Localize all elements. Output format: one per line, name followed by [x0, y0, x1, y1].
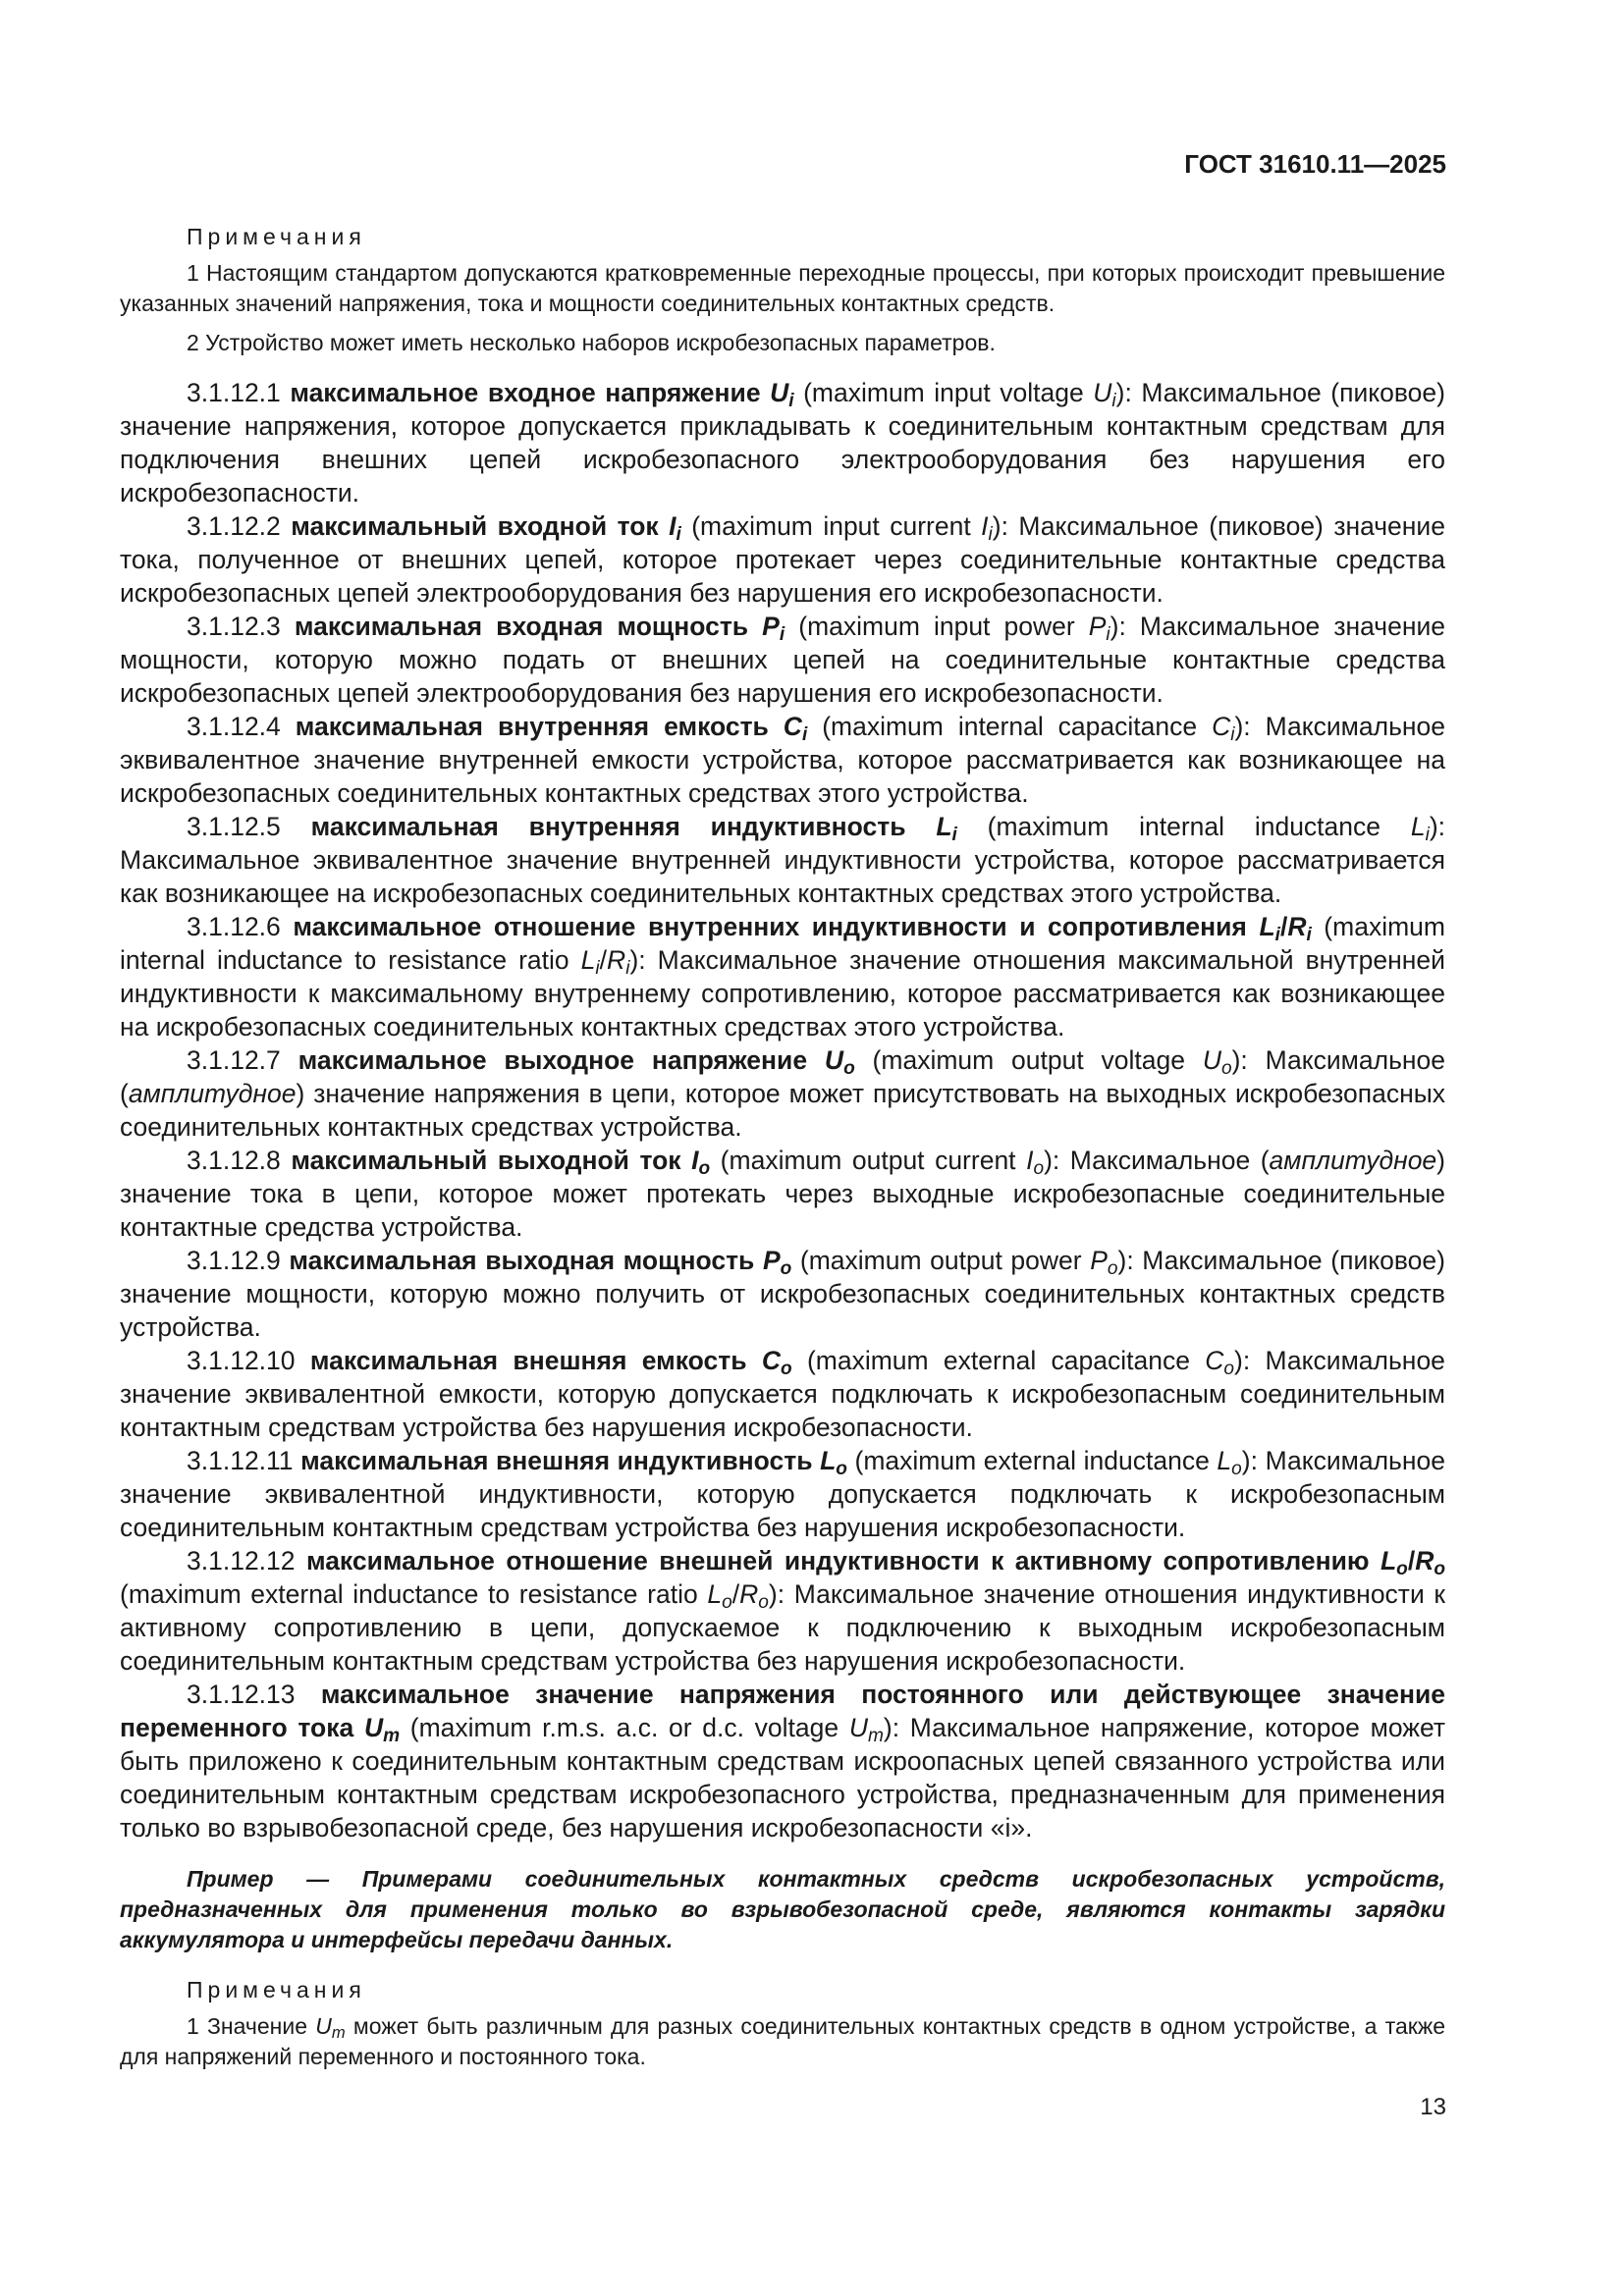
definition-3-1-12-13: 3.1.12.13 максимальное значение напряжения постоянного или действующее значение переменного тока $U_m$ (maximum r.m.s. a.c. or d.c. voltage $U_m$): Максимальное напряжение, которое может быть приложено к соединительным контактным средствам искроопасных цепей связанного устройства или соединительным контактным средствам искробезопасного устройства, предназначенным для применения только во взрывобезопасной среде, без нарушения искробезопасности «i». — [120, 1680, 1445, 1842]
definition-3-1-12-11: 3.1.12.11 максимальная внешняя индуктивность $L_o$ (maximum external inductance $L_o$): Максимальное значение эквивалентной индуктивности, которую допускается подключать к искробезопасным соединительным контактным средствам устройства без нарушения искробезопасности. — [120, 1446, 1445, 1542]
definition-text: ) значение напряжения в цепи, которое может присутствовать на выходных искробезопасных соединительных контактных средствах устройства. — [120, 1079, 1445, 1142]
definition-term: максимальное отношение внешней индуктивности к активному сопротивлению — [305, 1546, 1370, 1575]
symbol-subscript: o — [722, 1591, 732, 1613]
symbol: L — [707, 1579, 723, 1609]
symbol: C — [783, 712, 802, 741]
symbol: R — [607, 945, 626, 975]
symbol: L — [936, 812, 952, 841]
definition-3-1-12-3: 3.1.12.3 максимальная входная мощность $P_i$ (maximum input power $P_i$): Максимальное значение мощности, которую можно подать от внешних цепей на соединительные контактные средства искробезопасных цепей электрооборудования без нарушения его искробезопасности. — [120, 612, 1446, 708]
symbol: L — [1380, 1546, 1397, 1575]
symbol-subscript: i — [1111, 390, 1116, 411]
definition-number: 3.1.12.5 — [187, 812, 281, 841]
symbol-subscript: i — [1106, 623, 1110, 645]
definition-3-1-12-6: 3.1.12.6 максимальное отношение внутренних индуктивности и сопротивления $L_i/R_i$ (maximum internal inductance to resistance ratio $L_i/R_i$): Максимальное значение отношения максимальной внутренней индуктивности к максимальному внутреннему сопротивлению, которое рассматривается как возникающее на искробезопасных соединительных контактных средствах этого устройства. — [120, 912, 1445, 1041]
definition-text: Максимальное (пиковое) значение тока, полученное от внешних цепей, которое протекает через соединительные контактные средства искробезопасных цепей электрооборудования без нарушения его искробезопасности. — [120, 511, 1445, 608]
definition-term: максимальное отношение внутренних индуктивности и сопротивления — [293, 912, 1247, 941]
symbol-subscript: i — [1306, 924, 1312, 945]
definition-3-1-12-12: 3.1.12.12 максимальное отношение внешней индуктивности к активному сопротивлению $L_o/R_o$ (maximum external inductance to resistance ratio $L_o/R_o$): Максимальное значение отношения индуктивности к активному сопротивлению в цепи, допускаемое к подключению к выходным искробезопасным соединительным контактным средствам устройства без нарушения искробезопасности. — [120, 1546, 1445, 1676]
definition-text: Максимальное значение отношения индуктивности к активному сопротивлению в цепи, допускаемое к подключению к выходным искробезопасным соединительным контактным средствам устройства без нарушения искробезопасности. — [120, 1579, 1445, 1676]
definition-english: maximum input current — [700, 511, 971, 541]
symbol: U — [1202, 1045, 1221, 1075]
symbol: U — [770, 378, 789, 407]
symbol-subscript: o — [698, 1157, 711, 1179]
definition-3-1-12-1: 3.1.12.1 максимальное входное напряжение $U_i$ (maximum input voltage $U_i$): Максимальное (пиковое) значение напряжения, которое допускается прикладывать к соединительным контактным средствам для подключения внешних цепей искробезопасного электрооборудования без нарушения его искробезопасности. — [120, 378, 1445, 507]
symbol-subscript: m — [331, 2023, 346, 2043]
symbol: L — [1410, 812, 1426, 841]
definition-3-1-12-7: 3.1.12.7 максимальное выходное напряжение $U_o$ (maximum output voltage $U_o$): Максимальное (амплитудное) значение напряжения в цепи, которое может присутствовать на выходных искробезопасных соединительных контактных средствах устройства. — [120, 1045, 1445, 1142]
note-text: 1 Значение — [187, 2013, 308, 2039]
definition-english: maximum internal inductance to resistance ratio — [120, 912, 1445, 975]
definition-english: maximum input power — [807, 612, 1075, 641]
symbol-subscript: o — [1220, 1057, 1232, 1079]
definition-number: 3.1.12.11 — [187, 1446, 294, 1475]
definition-text: Максимальное значение отношения максимальной внутренней индуктивности к максимальному внутреннему сопротивлению, которое рассматривается как возникающее на искробезопасных соединительных контактных средствах этого устройства. — [120, 945, 1445, 1041]
symbol-subscript: o — [1434, 1558, 1445, 1579]
symbol: U — [824, 1045, 844, 1075]
definition-text: Максимальное значение эквивалентной емкости, которую допускается подключать к искробезопасным соединительным контактным средствам устройства без нарушения искробезопасности. — [120, 1346, 1445, 1442]
symbol-subscript: o — [1107, 1257, 1118, 1279]
symbol: I — [981, 511, 989, 541]
definition-english: maximum input voltage — [811, 378, 1084, 407]
definition-english: maximum r.m.s. a.c. or d.c. voltage — [418, 1713, 839, 1742]
note-item: 2 Устройство может иметь несколько наборов искробезопасных параметров. — [187, 330, 996, 355]
definition-text: Максимальное значение эквивалентной индуктивности, которую допускается подключать к искробезопасным соединительным контактным средствам устройства без нарушения искробезопасности. — [120, 1446, 1445, 1542]
symbol: U — [315, 2013, 332, 2039]
definition-number: 3.1.12.7 — [187, 1045, 281, 1075]
definition-term: максимальный выходной ток — [291, 1146, 681, 1175]
symbol-subscript: m — [383, 1725, 401, 1746]
note-item: 1 Настоящим стандартом допускаются кратковременные переходные процессы, при которых происходит превышение указанных значений напряжения, тока и мощности соединительных контактных средств. — [120, 260, 1445, 316]
definition-english: maximum external capacitance — [815, 1346, 1190, 1375]
symbol: U — [848, 1713, 868, 1742]
symbol: C — [1205, 1346, 1224, 1375]
definition-term: максимальная внешняя емкость — [309, 1346, 747, 1375]
symbol: P — [1088, 612, 1107, 641]
definition-english: maximum internal inductance — [996, 812, 1381, 841]
symbol-subscript: i — [1425, 824, 1430, 845]
symbol-subscript: o — [780, 1358, 792, 1379]
symbol-subscript: o — [1231, 1458, 1242, 1479]
definitions-list — [120, 376, 1445, 1844]
definition-term: максимальная выходная мощность — [289, 1246, 755, 1275]
definition-text: Максимальное (пиковое) значение мощности, которую можно получить от искробезопасных соединительных контактных средств устройства. — [120, 1246, 1445, 1342]
definition-number: 3.1.12.4 — [187, 712, 281, 741]
symbol: L — [580, 945, 596, 975]
definition-number: 3.1.12.8 — [187, 1146, 281, 1175]
definition-number: 3.1.12.6 — [187, 912, 281, 941]
definition-term: максимальная внешняя индуктивность — [300, 1446, 813, 1475]
definition-3-1-12-5: 3.1.12.5 максимальная внутренняя индуктивность $L_i$ (maximum internal inductance $L_i$): Максимальное эквивалентное значение внутренней индуктивности устройства, которое рассматривается как возникающее на искробезопасных соединительных контактных средствах этого устройства. — [120, 812, 1446, 908]
symbol: L — [820, 1446, 837, 1475]
definition-english: maximum output power — [808, 1246, 1082, 1275]
symbol-subscript: o — [780, 1257, 792, 1279]
definition-number: 3.1.12.1 — [187, 378, 281, 407]
notes-title: Примечания — [187, 224, 366, 249]
symbol: I — [691, 1146, 699, 1175]
note-text: может быть различным для разных соединительных контактных средств в одном устройстве, а также для напряжений переменного и постоянного тока. — [120, 2013, 1445, 2069]
definition-term: максимальное выходное напряжение — [298, 1045, 808, 1075]
definition-term: максимальный входной ток — [291, 511, 659, 541]
definition-term: максимальная внутренняя емкость — [295, 712, 769, 741]
definition-number: 3.1.12.2 — [187, 511, 281, 541]
symbol: R — [1415, 1546, 1435, 1575]
symbol: U — [1093, 378, 1112, 407]
definition-term: максимальная входная мощность — [294, 612, 749, 641]
symbol-subscript: m — [867, 1725, 884, 1746]
symbol: U — [363, 1713, 384, 1742]
symbol-subscript: i — [1274, 924, 1280, 945]
definition-number: 3.1.12.10 — [187, 1346, 296, 1375]
symbol-subscript: i — [1230, 723, 1235, 745]
definition-english: maximum output voltage — [881, 1045, 1185, 1075]
symbol: L — [1217, 1446, 1232, 1475]
definition-number: 3.1.12.3 — [187, 612, 281, 641]
symbol-subscript: o — [1396, 1558, 1408, 1579]
definition-text: ) значение тока в цепи, которое может протекать через выходные искробезопасные соединительные контактные средства устройства. — [120, 1146, 1445, 1242]
definition-text: Максимальное значение мощности, которую можно подать от внешних цепей на соединительные контактные средства искробезопасных цепей электрооборудования без нарушения его искробезопасности. — [120, 612, 1446, 708]
definition-number: 3.1.12.12 — [187, 1546, 296, 1575]
symbol-subscript: i — [779, 623, 785, 645]
notes-title: Примечания — [187, 1977, 366, 2002]
definition-text: Максимальное ( — [120, 1045, 1445, 1108]
symbol-subscript: o — [843, 1057, 855, 1079]
definition-text: Максимальное (пиковое) значение напряжения, которое допускается прикладывать к соединительным контактным средствам для подключения внешних цепей искробезопасного электрооборудования без нарушения его искробезопасности. — [120, 378, 1445, 507]
definition-term: максимальная внутренняя индуктивность — [310, 812, 906, 841]
symbol-subscript: i — [988, 523, 993, 545]
symbol-subscript: i — [676, 523, 681, 545]
definition-3-1-12-2: 3.1.12.2 максимальный входной ток $I_i$ (maximum input current $I_i$): Максимальное (пиковое) значение тока, полученное от внешних цепей, которое протекает через соединительные контактные средства искробезопасных цепей электрооборудования без нарушения его искробезопасности. — [120, 511, 1445, 608]
definition-term: максимальное значение напряжения постоянного или действующее значение переменного тока — [120, 1680, 1445, 1742]
symbol: I — [669, 511, 677, 541]
symbol: C — [761, 1346, 781, 1375]
page-number: 13 — [1420, 2094, 1446, 2120]
symbol: C — [1212, 712, 1231, 741]
symbol: I — [1026, 1146, 1034, 1175]
definition-text-italic: амплитудное — [128, 1079, 297, 1108]
definition-english: maximum internal capacitance — [831, 712, 1198, 741]
symbol-subscript: i — [788, 390, 794, 411]
symbol: P — [762, 612, 780, 641]
definition-text: Максимальное эквивалентное значение внутренней индуктивности устройства, которое рассматривается как возникающее на искробезопасных соединительных контактных средствах этого устройства. — [120, 845, 1445, 908]
definition-3-1-12-9: 3.1.12.9 максимальная выходная мощность $P_o$ (maximum output power $P_o$): Максимальное (пиковое) значение мощности, которую можно получить от искробезопасных соединительных контактных средств устройства. — [120, 1246, 1445, 1342]
symbol: R — [1287, 912, 1307, 941]
example-paragraph: Пример — Примерами соединительных контактных средств искробезопасных устройств, предназначенных для применения только во взрывобезопасной среде, являются контакты зарядки аккумулятора и интерфейсы передачи данных. — [120, 1866, 1445, 1952]
symbol: P — [762, 1246, 781, 1275]
page-content — [120, 224, 1445, 2081]
symbol-subscript: i — [595, 957, 600, 979]
definition-english: maximum output current — [729, 1146, 1016, 1175]
symbol: L — [1259, 912, 1275, 941]
definition-number: 3.1.12.13 — [187, 1680, 296, 1709]
symbol-subscript: o — [1033, 1157, 1045, 1179]
symbol-subscript: o — [758, 1591, 769, 1613]
symbol-subscript: i — [951, 824, 957, 845]
symbol: R — [739, 1579, 759, 1609]
definition-english: maximum external inductance to resistance ratio — [128, 1579, 698, 1609]
definition-text: Максимальное эквивалентное значение внутренней емкости устройства, которое рассматривается как возникающее на искробезопасных соединительных контактных средствах этого устройства. — [120, 712, 1445, 808]
standard-header: ГОСТ 31610.11—2025 — [1184, 149, 1446, 179]
notes-block-2 — [120, 1977, 1445, 2072]
definition-text-italic: амплитудное — [1269, 1146, 1437, 1175]
definition-number: 3.1.12.9 — [187, 1246, 281, 1275]
definition-term: максимальное входное напряжение — [290, 378, 761, 407]
definition-english: maximum external inductance — [863, 1446, 1210, 1475]
definition-3-1-12-4: 3.1.12.4 максимальная внутренняя емкость $C_i$ (maximum internal capacitance $C_i$): Максимальное эквивалентное значение внутренней емкости устройства, которое рассматривается как возникающее на искробезопасных соединительных контактных средствах этого устройства. — [120, 712, 1445, 808]
symbol: P — [1090, 1246, 1108, 1275]
symbol-subscript: o — [836, 1458, 847, 1479]
symbol-subscript: i — [801, 723, 808, 745]
symbol-subscript: i — [625, 957, 630, 979]
definition-text: Максимальное ( — [1069, 1146, 1270, 1175]
definition-text: Максимальное напряжение, которое может быть приложено к соединительным контактным средствам искроопасных цепей связанного устройства или соединительным контактным средствам искробезопасного устройства, предназначенным для применения только во взрывобезопасной среде, без нарушения искробезопасности «i». — [120, 1713, 1445, 1842]
definition-3-1-12-8: 3.1.12.8 максимальный выходной ток $I_o$ (maximum output current $I_o$): Максимальное (амплитудное) значение тока в цепи, которое может протекать через выходные искробезопасные соединительные контактные средства устройства. — [120, 1146, 1445, 1242]
definition-3-1-12-10: 3.1.12.10 максимальная внешняя емкость $C_o$ (maximum external capacitance $C_o$): Максимальное значение эквивалентной емкости, которую допускается подключать к искробезопасным соединительным контактным средствам устройства без нарушения искробезопасности. — [120, 1346, 1445, 1442]
symbol-subscript: o — [1223, 1358, 1235, 1379]
note-item — [120, 2011, 1445, 2072]
